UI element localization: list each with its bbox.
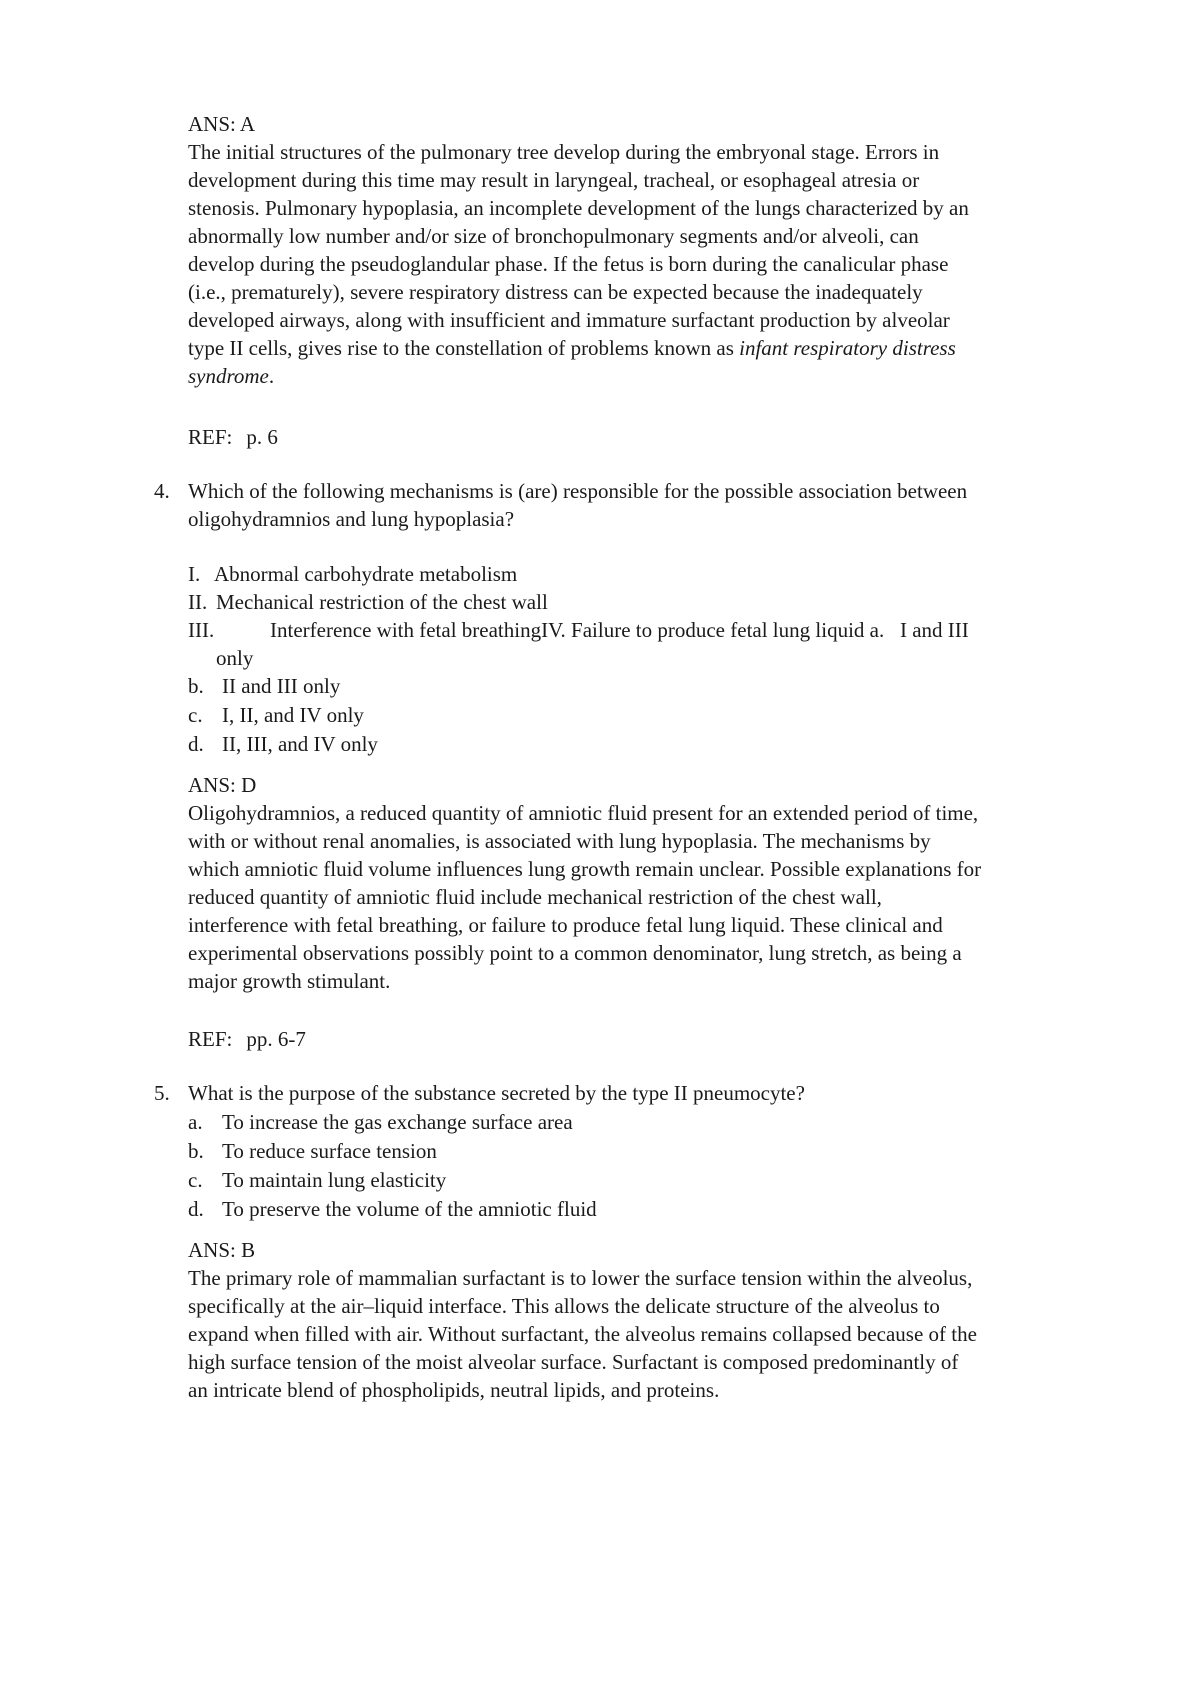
q4-number: 4. [154,479,170,503]
option-text: To increase the gas exchange surface area [222,1110,573,1134]
q3-answer-block [188,110,1108,390]
q5-rationale-line: The primary role of mammalian surfactant is to lower the surface tension within the alveolus, [188,1266,973,1290]
option-letter: b. [188,1139,204,1163]
option-letter: c. [188,1168,203,1192]
q3-rationale-line: development during this time may result in laryngeal, tracheal, or esophageal atresia or [188,168,920,192]
q5-rationale-line: an intricate blend of phospholipids, neutral lipids, and proteins. [188,1378,720,1402]
q4-roman-item: III. Interference with fetal breathingIV. Failure to produce fetal lung liquid a. I and III [188,618,969,642]
q4-roman-list [188,560,1088,672]
q3-rationale-line: (i.e., prematurely), severe respiratory distress can be expected because the inadequately [188,280,923,304]
q5-number: 5. [154,1081,170,1105]
q5-rationale-line: high surface tension of the moist alveolar surface. Surfactant is composed predominantly of [188,1350,959,1374]
q3-rationale-line: type II cells, gives rise to the constellation of problems known as [188,336,740,360]
q4-roman-item: I. Abnormal carbohydrate metabolism [188,562,518,586]
q4-answer-block [188,771,1108,995]
q3-rationale-line: developed airways, along with insufficient and immature surfactant production by alveolar [188,308,950,332]
option-letter: a. [188,1110,203,1134]
option-letter: c. [188,703,203,727]
q4-rationale-line: Oligohydramnios, a reduced quantity of amniotic fluid present for an extended period of time, [188,801,979,825]
q5-answer-block [188,1236,1108,1404]
q5-rationale-line: expand when filled with air. Without surfactant, the alveolus remains collapsed because of the [188,1322,977,1346]
q4-roman-item-wrap: only [216,646,254,670]
q5-rationale [188,1264,1108,1404]
option-text: To reduce surface tension [222,1139,437,1163]
q3-italic-term-cont: syndrome [188,364,269,388]
q4-answer-label: ANS: D [188,773,257,797]
q5-option-d[interactable] [188,1195,597,1223]
q4-option-d[interactable] [188,730,378,758]
q4-option-b[interactable] [188,672,340,700]
ref-page: p. 6 [246,425,278,449]
ref-label: REF: [188,425,233,449]
q3-rationale-line: develop during the pseudoglandular phase. If the fetus is born during the canalicular phase [188,252,949,276]
option-letter: b. [188,674,204,698]
q5-stem: What is the purpose of the substance secreted by the type II pneumocyte? [188,1081,805,1105]
q4-stem-line: oligohydramnios and lung hypoplasia? [188,507,515,531]
q3-rationale-line: stenosis. Pulmonary hypoplasia, an incomplete development of the lungs characterized by an [188,196,969,220]
option-text: II, III, and IV only [222,732,378,756]
q3-rationale [188,138,1108,390]
q4-rationale-line: major growth stimulant. [188,969,391,993]
q4-rationale [188,799,1108,995]
option-text: II and III only [222,674,341,698]
ref-label: REF: [188,1027,233,1051]
q3-rationale-line: abnormally low number and/or size of bronchopulmonary segments and/or alveoli, can [188,224,919,248]
option-text: To maintain lung elasticity [222,1168,447,1192]
q4-rationale-line: reduced quantity of amniotic fluid include mechanical restriction of the chest wall, [188,885,882,909]
q4-rationale-line: experimental observations possibly point to a common denominator, lung stretch, as being a [188,941,962,965]
q4-rationale-line: interference with fetal breathing, or failure to produce fetal lung liquid. These clinical and [188,913,943,937]
option-text: I, II, and IV only [222,703,364,727]
option-text: To preserve the volume of the amniotic fluid [222,1197,597,1221]
q3-reference [188,423,1108,451]
q4-reference [188,1025,1108,1053]
option-letter: d. [188,1197,204,1221]
q3-italic-term: infant respiratory distress [739,336,956,360]
q5-answer-label: ANS: B [188,1238,256,1262]
q3-rationale-tail: . [268,364,275,388]
q5-option-c[interactable] [188,1166,446,1194]
q5-rationale-line: specifically at the air–liquid interface. This allows the delicate structure of the alveolus to [188,1294,940,1318]
q4-rationale-line: with or without renal anomalies, is associated with lung hypoplasia. The mechanisms by [188,829,931,853]
q3-answer-label: ANS: A [188,112,256,136]
q4-stem-line: Which of the following mechanisms is (are) responsible for the possible association between [188,479,968,503]
option-letter: d. [188,732,204,756]
q3-rationale-line: The initial structures of the pulmonary tree develop during the embryonal stage. Errors in [188,140,940,164]
ref-page: pp. 6-7 [246,1027,306,1051]
q4-option-c[interactable] [188,701,364,729]
q4-rationale-line: which amniotic fluid volume influences lung growth remain unclear. Possible explanations for [188,857,982,881]
q5-option-a[interactable] [188,1108,573,1136]
q5-option-b[interactable] [188,1137,437,1165]
q4-stem [188,477,1108,533]
q4-roman-item: II. Mechanical restriction of the chest wall [188,590,548,614]
